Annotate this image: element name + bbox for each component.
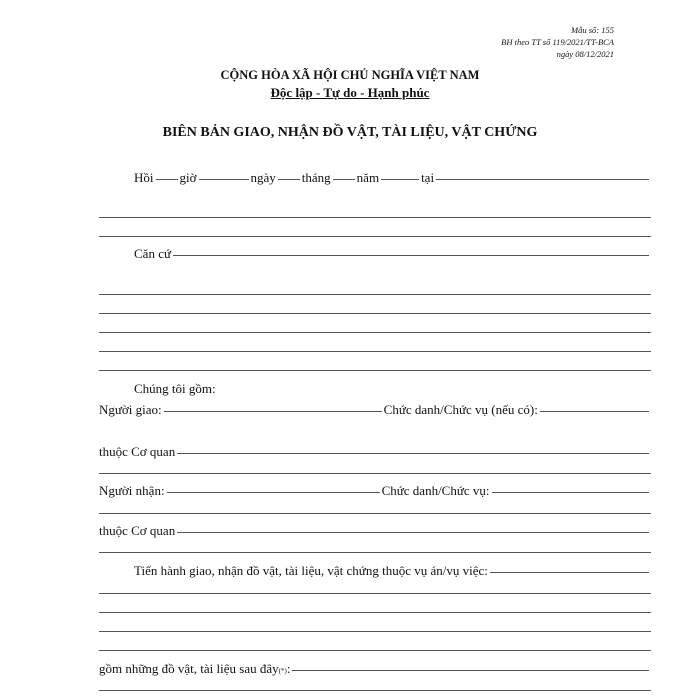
field-vu-an[interactable] <box>490 571 649 573</box>
field-minute[interactable] <box>199 178 249 180</box>
label-gom-nhung: gồm những đồ vật, tài liệu sau đây <box>99 661 279 676</box>
can-cu-row <box>99 246 651 262</box>
form-number: Mẫu số: 155 <box>571 25 614 35</box>
blank-line[interactable] <box>99 650 651 651</box>
co-quan-giao-row <box>99 444 651 460</box>
blank-line[interactable] <box>99 332 651 333</box>
field-nguoi-nhan[interactable] <box>167 491 380 493</box>
label-nguoi-nhan: Người nhận: <box>99 483 165 498</box>
label-thang: tháng <box>301 170 331 185</box>
label-chuc-danh-nhan: Chức danh/Chức vụ: <box>381 483 490 498</box>
blank-line[interactable] <box>99 513 651 514</box>
motto-heading: Độc lập - Tự do - Hạnh phúc <box>270 85 430 100</box>
country-heading: CỘNG HÒA XÃ HỘI CHỦ NGHĨA VIỆT NAM <box>220 68 480 82</box>
field-day[interactable] <box>278 178 300 180</box>
blank-line[interactable] <box>99 370 651 371</box>
time-place-row <box>99 170 651 186</box>
label-thuoc-co-quan: thuộc Cơ quan <box>99 523 176 538</box>
label-chung-toi-gom: Chúng tôi gồm: <box>134 381 216 396</box>
blank-line[interactable] <box>99 236 651 237</box>
field-can-cu[interactable] <box>173 254 649 256</box>
field-co-quan-giao[interactable] <box>177 452 649 454</box>
field-do-vat[interactable] <box>292 669 649 671</box>
label-tai: tại <box>421 170 435 185</box>
chung-toi-gom-row <box>99 381 651 397</box>
document-title: BIÊN BẢN GIAO, NHẬN ĐỒ VẬT, TÀI LIỆU, VẬT CHỨNG <box>162 125 538 140</box>
colon: : <box>286 661 291 676</box>
field-chuc-danh-nhan[interactable] <box>492 491 649 493</box>
label-tien-hanh: Tiến hành giao, nhận đồ vật, tài liệu, vật chứng thuộc vụ án/vụ việc: <box>134 563 488 578</box>
blank-line[interactable] <box>99 631 651 632</box>
label-can-cu: Căn cứ <box>134 246 172 261</box>
blank-line[interactable] <box>99 552 651 553</box>
field-year[interactable] <box>381 178 419 180</box>
form-date: ngày 08/12/2021 <box>556 49 614 59</box>
label-chuc-danh-giao: Chức danh/Chức vụ (nếu có): <box>383 402 538 417</box>
blank-line[interactable] <box>99 473 651 474</box>
blank-line[interactable] <box>99 612 651 613</box>
label-ngay: ngày <box>250 170 276 185</box>
blank-line[interactable] <box>99 313 651 314</box>
nguoi-giao-row <box>99 402 651 418</box>
label-gio: giờ <box>179 170 197 185</box>
tien-hanh-row <box>99 563 651 579</box>
blank-line[interactable] <box>99 690 651 691</box>
blank-line[interactable] <box>99 351 651 352</box>
nguoi-nhan-row <box>99 483 651 499</box>
blank-line[interactable] <box>99 294 651 295</box>
field-place[interactable] <box>436 178 649 180</box>
blank-line[interactable] <box>99 593 651 594</box>
form-basis: BH theo TT số 119/2021/TT-BCA <box>501 37 614 47</box>
label-nam: năm <box>356 170 380 185</box>
blank-line[interactable] <box>99 217 651 218</box>
field-nguoi-giao[interactable] <box>164 410 382 412</box>
field-month[interactable] <box>333 178 355 180</box>
label-hoi: Hồi <box>134 170 154 185</box>
label-thuoc-co-quan: thuộc Cơ quan <box>99 444 176 459</box>
field-chuc-danh-giao[interactable] <box>540 410 649 412</box>
field-co-quan-nhan[interactable] <box>177 531 649 533</box>
field-hour[interactable] <box>156 178 178 180</box>
gom-nhung-row <box>99 661 651 677</box>
co-quan-nhan-row <box>99 523 651 539</box>
label-nguoi-giao: Người giao: <box>99 402 162 417</box>
footnote-mark: (*) <box>278 667 287 675</box>
